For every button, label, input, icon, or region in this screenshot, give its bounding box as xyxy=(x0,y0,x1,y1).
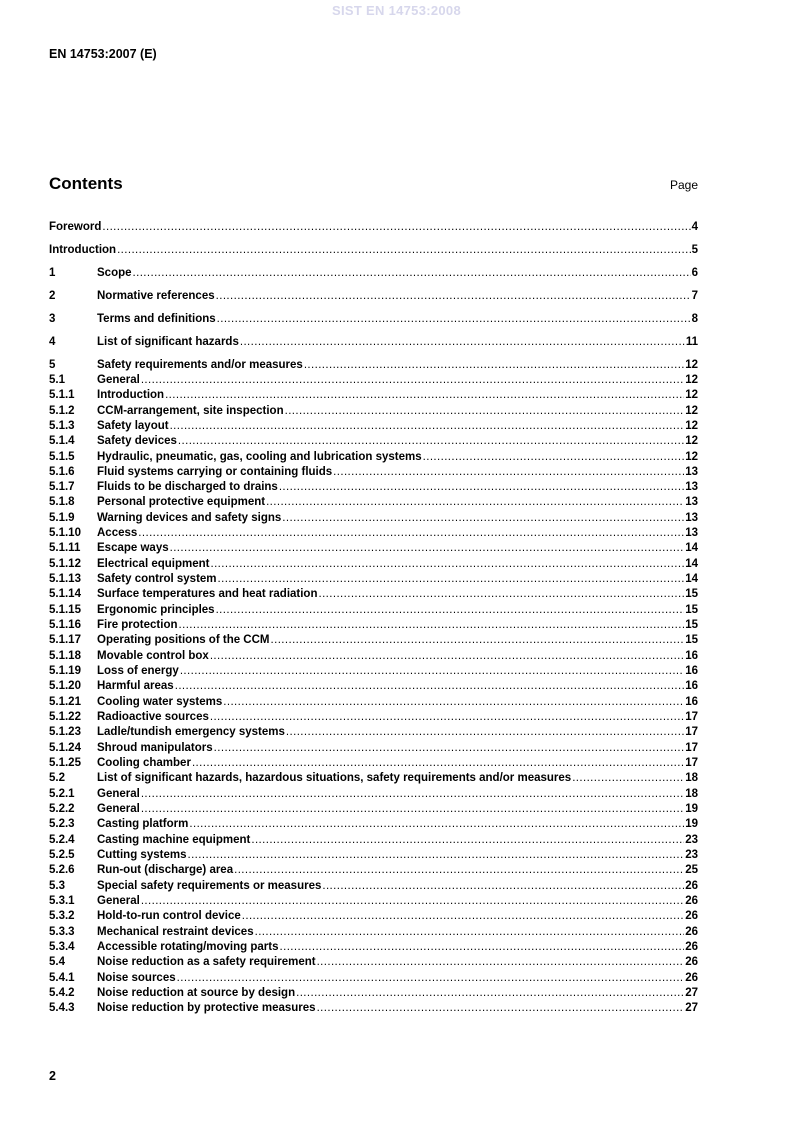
contents-title: Contents xyxy=(49,174,123,193)
toc-entry-number: 5.1.17 xyxy=(49,634,81,647)
toc-entry-number: 5.1.2 xyxy=(49,404,75,417)
toc-entry-number: 5.3 xyxy=(49,879,65,892)
toc-entry-title: Noise sources xyxy=(97,971,176,984)
dot-leader xyxy=(296,986,684,1001)
toc-entry-title: List of significant hazards xyxy=(97,335,239,348)
dot-leader xyxy=(214,741,685,756)
toc-entry[interactable] xyxy=(49,710,698,725)
toc-entry-title: Scope xyxy=(97,266,132,279)
dot-leader xyxy=(242,909,684,924)
dot-leader xyxy=(141,802,684,817)
toc-entry[interactable] xyxy=(49,243,698,258)
page-column-label: Page xyxy=(669,178,698,192)
toc-entry-number: 2 xyxy=(49,289,56,302)
toc-entry-title: Accessible rotating/moving parts xyxy=(97,941,279,953)
toc-entry-page: 16 xyxy=(685,665,698,678)
toc-entry-title: Radioactive sources xyxy=(97,711,209,724)
toc-entry[interactable] xyxy=(49,971,698,986)
toc-entry-title: Noise reduction by protective measures xyxy=(97,1002,316,1015)
toc-entry-number: 5.1.9 xyxy=(49,511,75,524)
toc-entry-number: 5.1.11 xyxy=(49,542,81,555)
toc-entry-page: 26 xyxy=(685,910,698,923)
dot-leader xyxy=(210,557,684,572)
toc-entry[interactable] xyxy=(49,526,698,541)
toc-entry-page: 15 xyxy=(685,619,698,632)
toc-entry-number: 5.1.5 xyxy=(49,450,75,463)
toc-entry-number: 5.2.5 xyxy=(49,849,75,862)
toc-entry[interactable] xyxy=(49,450,698,465)
dot-leader xyxy=(423,450,685,465)
toc-entry-page: 26 xyxy=(685,971,698,984)
toc-entry-page: 17 xyxy=(685,741,698,754)
toc-entry-title: Noise reduction at source by design xyxy=(97,986,296,999)
toc-entry-number: 5.1.4 xyxy=(49,435,75,448)
toc-entry-number: 5.1.13 xyxy=(49,573,81,586)
toc-entry-page: 14 xyxy=(685,557,698,570)
toc-entry-number: 5.1.7 xyxy=(49,481,75,494)
toc-entry-title: Operating positions of the CCM xyxy=(97,634,270,647)
toc-entry-number: 1 xyxy=(49,266,56,279)
toc-entry-page: 19 xyxy=(685,818,698,831)
toc-entry-number: 5.1.12 xyxy=(49,557,81,570)
dot-leader xyxy=(223,695,684,710)
toc-entry-title: Ladle/tundish emergency systems xyxy=(97,726,285,739)
toc-entry[interactable] xyxy=(49,557,698,572)
toc-entry-title: Safety layout xyxy=(97,419,169,432)
toc-entry-title: Foreword xyxy=(49,221,102,233)
page-number: 2 xyxy=(49,1069,56,1083)
toc-entry-title: Run-out (discharge) area xyxy=(97,864,234,877)
toc-entry-title: Shroud manipulators xyxy=(97,741,213,754)
toc-entry-title: Ergonomic principles xyxy=(97,603,215,616)
toc-entry-number: 5.1.23 xyxy=(49,726,81,739)
toc-entry[interactable] xyxy=(49,603,698,618)
toc-entry[interactable] xyxy=(49,335,698,350)
toc-entry-number: 5.3.4 xyxy=(49,941,75,953)
toc-entry[interactable] xyxy=(49,572,698,587)
toc-entry-title: Fire protection xyxy=(97,619,178,632)
toc-entry-title: Surface temperatures and heat radiation xyxy=(97,588,318,601)
dot-leader xyxy=(170,419,685,434)
dot-leader xyxy=(572,771,684,786)
toc-entry[interactable] xyxy=(49,802,698,817)
toc-entry-page: 16 xyxy=(685,649,698,662)
toc-entry-title: Escape ways xyxy=(97,542,169,555)
toc-entry-title: Terms and definitions xyxy=(97,312,216,325)
toc-entry[interactable] xyxy=(49,358,698,373)
toc-entry-page: 5 xyxy=(691,243,698,256)
toc-entry-title: General xyxy=(97,787,140,800)
toc-entry-number: 5.1.25 xyxy=(49,757,81,770)
toc-entry-title: CCM-arrangement, site inspection xyxy=(97,404,284,417)
toc-entry[interactable] xyxy=(49,679,698,694)
toc-entry-title: General xyxy=(97,373,140,386)
toc-entry[interactable] xyxy=(49,266,698,281)
toc-entry-title: Warning devices and safety signs xyxy=(97,511,282,524)
dot-leader xyxy=(177,971,685,986)
toc-entry[interactable] xyxy=(49,863,698,878)
dot-leader xyxy=(141,787,684,802)
dot-leader xyxy=(317,955,685,970)
toc-entry-number: 5.1.19 xyxy=(49,665,81,678)
toc-entry-title: Casting machine equipment xyxy=(97,833,251,846)
toc-entry-title: Harmful areas xyxy=(97,680,174,693)
toc-entry[interactable] xyxy=(49,833,698,848)
table-of-contents xyxy=(49,220,698,1017)
toc-entry[interactable] xyxy=(49,404,698,419)
toc-entry-page: 19 xyxy=(685,803,698,816)
toc-entry-number: 5.3.3 xyxy=(49,925,75,938)
toc-entry[interactable] xyxy=(49,771,698,786)
document-id: EN 14753:2007 (E) xyxy=(49,47,157,61)
toc-entry-number: 5 xyxy=(49,358,56,371)
toc-entry[interactable] xyxy=(49,664,698,679)
toc-entry-page: 13 xyxy=(685,481,698,494)
toc-entry[interactable] xyxy=(49,741,698,756)
toc-entry-page: 27 xyxy=(685,1002,698,1015)
toc-entry-title: Electrical equipment xyxy=(97,557,210,570)
toc-entry-number: 5.1.1 xyxy=(49,389,75,402)
toc-entry-title: Cutting systems xyxy=(97,849,187,862)
toc-entry[interactable] xyxy=(49,511,698,526)
toc-entry-title: Fluid systems carrying or containing fluids xyxy=(97,465,333,478)
toc-entry[interactable] xyxy=(49,955,698,970)
toc-entry-title: Introduction xyxy=(49,243,117,256)
toc-entry-number: 3 xyxy=(49,312,56,325)
toc-entry-page: 12 xyxy=(685,358,698,371)
dot-leader xyxy=(192,756,684,771)
toc-entry-title: General xyxy=(97,803,140,816)
toc-entry[interactable] xyxy=(49,925,698,940)
toc-entry-page: 12 xyxy=(685,404,698,417)
dot-leader xyxy=(218,572,685,587)
toc-entry[interactable] xyxy=(49,909,698,924)
toc-entry-title: Access xyxy=(97,527,138,540)
watermark: SIST EN 14753:2008 xyxy=(332,3,461,18)
toc-entry-title: Fluids to be discharged to drains xyxy=(97,481,278,494)
toc-entry-number: 5.3.1 xyxy=(49,895,75,908)
toc-entry[interactable] xyxy=(49,633,698,648)
toc-entry-page: 17 xyxy=(685,711,698,724)
toc-entry-title: Hold-to-run control device xyxy=(97,910,241,923)
toc-entry-title: Noise reduction as a safety requirement xyxy=(97,956,316,969)
toc-entry-number: 5.2.2 xyxy=(49,803,75,816)
toc-entry[interactable] xyxy=(49,725,698,740)
toc-entry-page: 18 xyxy=(685,787,698,800)
toc-entry-number: 5.2.3 xyxy=(49,818,75,831)
toc-entry-number: 5.1 xyxy=(49,373,65,386)
toc-entry-page: 12 xyxy=(685,419,698,432)
toc-entry-number: 5.4.1 xyxy=(49,971,75,984)
toc-entry[interactable] xyxy=(49,879,698,894)
toc-entry-title: Safety requirements and/or measures xyxy=(97,358,303,371)
dot-leader xyxy=(271,633,685,648)
toc-entry-number: 5.1.3 xyxy=(49,419,75,432)
toc-entry-number: 5.1.24 xyxy=(49,741,81,754)
toc-entry-number: 5.1.16 xyxy=(49,619,81,632)
dot-leader xyxy=(141,373,684,388)
dot-leader xyxy=(180,664,684,679)
toc-entry-page: 13 xyxy=(685,511,698,524)
toc-entry-page: 11 xyxy=(685,335,698,348)
dot-leader xyxy=(216,603,685,618)
toc-entry[interactable] xyxy=(49,388,698,403)
dot-leader xyxy=(165,388,684,403)
dot-leader xyxy=(170,541,685,556)
dot-leader xyxy=(280,940,685,955)
toc-entry-number: 5.1.18 xyxy=(49,649,81,662)
toc-entry-page: 15 xyxy=(685,634,698,647)
toc-entry-number: 4 xyxy=(49,335,56,348)
toc-entry-number: 5.4.2 xyxy=(49,986,75,999)
toc-entry-page: 26 xyxy=(685,895,698,908)
toc-entry-page: 26 xyxy=(685,956,698,969)
toc-entry[interactable] xyxy=(49,695,698,710)
toc-entry-title: Mechanical restraint devices xyxy=(97,925,254,938)
dot-leader xyxy=(234,863,684,878)
toc-entry-page: 12 xyxy=(685,435,698,448)
toc-entry-page: 26 xyxy=(685,925,698,938)
toc-entry[interactable] xyxy=(49,289,698,304)
toc-entry[interactable] xyxy=(49,940,698,955)
dot-leader xyxy=(255,925,685,940)
toc-entry[interactable] xyxy=(49,587,698,602)
toc-entry-title: Personal protective equipment xyxy=(97,496,266,509)
toc-entry-page: 26 xyxy=(685,879,698,892)
toc-entry-number: 5.1.21 xyxy=(49,695,81,708)
toc-entry-number: 5.1.15 xyxy=(49,603,81,616)
toc-entry-number: 5.3.2 xyxy=(49,910,75,923)
toc-entry-title: Introduction xyxy=(97,389,165,402)
dot-leader xyxy=(216,289,691,304)
toc-entry[interactable] xyxy=(49,465,698,480)
toc-entry-title: Safety devices xyxy=(97,435,177,448)
toc-entry-number: 5.1.22 xyxy=(49,711,81,724)
toc-entry[interactable] xyxy=(49,312,698,327)
toc-entry-number: 5.2.6 xyxy=(49,864,75,877)
toc-entry-page: 15 xyxy=(685,588,698,601)
dot-leader xyxy=(251,833,684,848)
dot-leader xyxy=(210,710,684,725)
toc-entry-page: 12 xyxy=(685,389,698,402)
dot-leader xyxy=(141,894,684,909)
toc-entry-page: 12 xyxy=(685,450,698,463)
toc-entry[interactable] xyxy=(49,817,698,832)
dot-leader xyxy=(266,495,684,510)
toc-entry-number: 5.4.3 xyxy=(49,1002,75,1015)
toc-entry-page: 13 xyxy=(685,527,698,540)
toc-entry-number: 5.2.4 xyxy=(49,833,75,846)
toc-entry-title: General xyxy=(97,895,140,908)
toc-entry-page: 26 xyxy=(685,941,698,953)
toc-entry-title: Casting platform xyxy=(97,818,189,831)
toc-entry[interactable] xyxy=(49,1001,698,1016)
dot-leader xyxy=(138,526,684,541)
toc-entry[interactable] xyxy=(49,787,698,802)
toc-entry[interactable] xyxy=(49,649,698,664)
toc-entry-number: 5.2 xyxy=(49,772,65,785)
toc-entry-page: 13 xyxy=(685,465,698,478)
dot-leader xyxy=(318,587,684,602)
toc-entry[interactable] xyxy=(49,541,698,556)
dot-leader xyxy=(117,243,691,258)
dot-leader xyxy=(217,312,691,327)
toc-entry[interactable] xyxy=(49,894,698,909)
toc-entry-page: 14 xyxy=(685,542,698,555)
toc-entry[interactable] xyxy=(49,618,698,633)
toc-entry[interactable] xyxy=(49,495,698,510)
toc-entry-title: Safety control system xyxy=(97,573,217,586)
toc-entry-page: 6 xyxy=(691,266,698,279)
dot-leader xyxy=(317,1001,685,1016)
dot-leader xyxy=(179,618,685,633)
toc-entry-number: 5.1.10 xyxy=(49,527,81,540)
dot-leader xyxy=(133,266,691,281)
toc-entry-title: Hydraulic, pneumatic, gas, cooling and lubrication systems xyxy=(97,450,422,463)
toc-entry-page: 23 xyxy=(685,849,698,862)
dot-leader xyxy=(322,879,684,894)
toc-entry[interactable] xyxy=(49,434,698,449)
dot-leader xyxy=(240,335,685,350)
dot-leader xyxy=(333,465,684,480)
dot-leader xyxy=(279,480,684,495)
dot-leader xyxy=(189,817,684,832)
toc-entry-title: List of significant hazards, hazardous situations, safety requirements and/or measures xyxy=(97,772,572,785)
toc-entry-page: 12 xyxy=(685,373,698,386)
toc-entry-page: 15 xyxy=(685,603,698,616)
toc-entry[interactable] xyxy=(49,220,698,235)
toc-entry-title: Cooling chamber xyxy=(97,757,191,770)
toc-entry-title: Movable control box xyxy=(97,649,209,662)
toc-entry-page: 17 xyxy=(685,757,698,770)
toc-entry-page: 25 xyxy=(685,864,698,877)
toc-entry[interactable] xyxy=(49,986,698,1001)
dot-leader xyxy=(282,511,684,526)
toc-entry[interactable] xyxy=(49,480,698,495)
toc-entry-page: 4 xyxy=(691,221,698,233)
toc-entry-page: 13 xyxy=(685,496,698,509)
toc-entry-page: 17 xyxy=(685,726,698,739)
toc-entry-page: 8 xyxy=(691,312,698,325)
toc-entry-page: 14 xyxy=(685,573,698,586)
toc-entry-page: 16 xyxy=(685,695,698,708)
toc-entry-title: Special safety requirements or measures xyxy=(97,879,322,892)
toc-entry-title: Normative references xyxy=(97,289,215,302)
dot-leader xyxy=(175,679,684,694)
toc-entry-number: 5.1.20 xyxy=(49,680,81,693)
toc-entry-number: 5.2.1 xyxy=(49,787,75,800)
toc-entry-page: 27 xyxy=(685,986,698,999)
toc-entry-number: 5.1.8 xyxy=(49,496,75,509)
toc-entry[interactable] xyxy=(49,373,698,388)
toc-entry[interactable] xyxy=(49,756,698,771)
dot-leader xyxy=(285,404,685,419)
dot-leader xyxy=(178,434,684,449)
dot-leader xyxy=(286,725,684,740)
toc-entry-title: Cooling water systems xyxy=(97,695,223,708)
dot-leader xyxy=(102,220,690,235)
toc-entry-page: 18 xyxy=(685,772,698,785)
toc-entry-page: 23 xyxy=(685,833,698,846)
dot-leader xyxy=(187,848,684,863)
toc-entry[interactable] xyxy=(49,419,698,434)
toc-entry-number: 5.1.14 xyxy=(49,588,81,601)
toc-entry-page: 7 xyxy=(691,289,698,302)
toc-entry[interactable] xyxy=(49,848,698,863)
dot-leader xyxy=(304,358,684,373)
toc-entry-number: 5.1.6 xyxy=(49,465,75,478)
toc-entry-number: 5.4 xyxy=(49,956,65,969)
dot-leader xyxy=(210,649,684,664)
toc-entry-title: Loss of energy xyxy=(97,665,179,678)
toc-entry-page: 16 xyxy=(685,680,698,693)
